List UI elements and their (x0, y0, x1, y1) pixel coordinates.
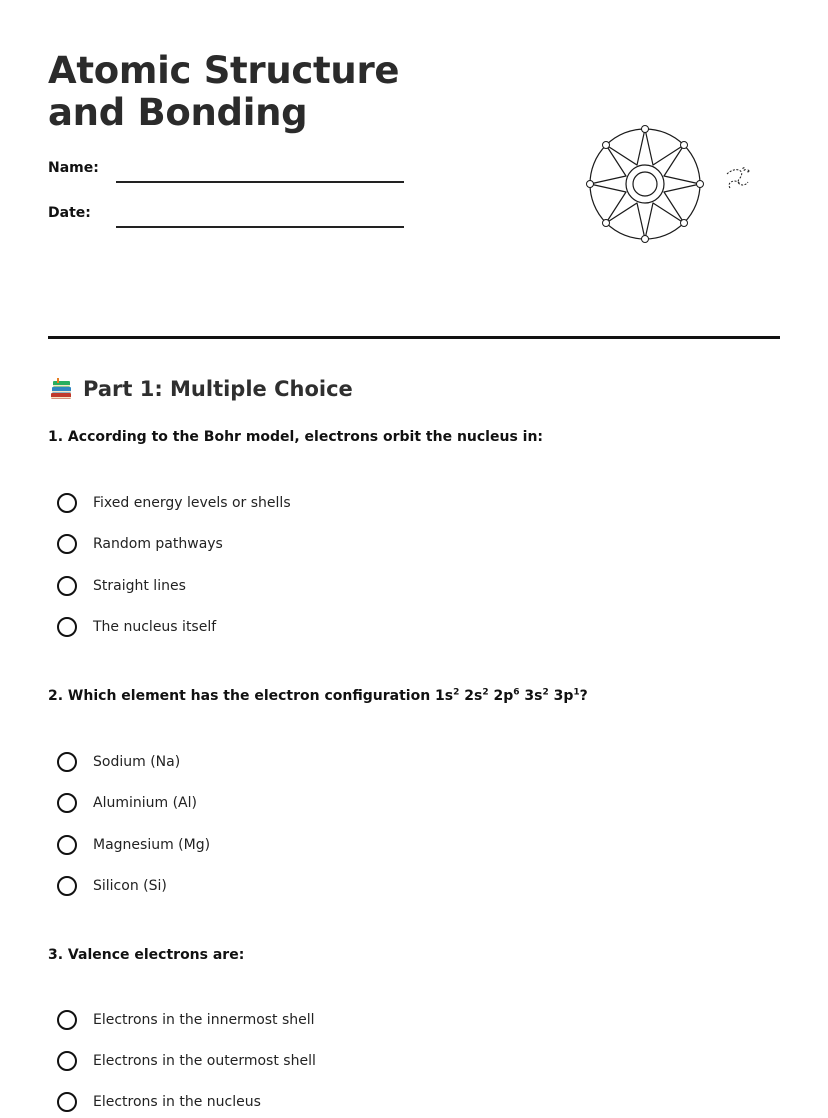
option-label: Magnesium (Mg) (93, 837, 211, 853)
radio-button[interactable] (57, 1051, 77, 1071)
option-label: Electrons in the nucleus (93, 1094, 261, 1110)
part1-heading (48, 374, 353, 404)
option-label: Sodium (Na) (93, 754, 181, 770)
question-2-suffix: ? (579, 688, 588, 704)
question-3: 3. Valence electrons are: (48, 947, 245, 963)
q2-option-3[interactable] (57, 832, 210, 858)
name-field (48, 160, 408, 190)
radio-button[interactable] (57, 617, 77, 637)
radio-button[interactable] (57, 1092, 77, 1112)
electron-icon (642, 126, 649, 133)
electron-icon (603, 220, 610, 227)
electron-icon (697, 181, 704, 188)
radio-button[interactable] (57, 534, 77, 554)
radio-button[interactable] (57, 493, 77, 513)
q2-option-2[interactable] (57, 790, 197, 816)
q1-option-1[interactable] (57, 490, 291, 516)
q1-option-4[interactable] (57, 614, 216, 640)
part1-title: Part 1: Multiple Choice (83, 377, 353, 401)
nucleus-icon (633, 172, 657, 196)
config-term-4: $3s^2$ (524, 687, 549, 704)
radio-button[interactable] (57, 1010, 77, 1030)
question-2-prefix: 2. Which element has the electron configuration (48, 688, 436, 704)
books-icon (48, 376, 74, 402)
config-term-2: $2s^2$ (464, 687, 489, 704)
option-label: The nucleus itself (93, 619, 217, 635)
radio-button[interactable] (57, 793, 77, 813)
radio-button[interactable] (57, 752, 77, 772)
q3-option-1[interactable] (57, 1007, 315, 1033)
option-label: Straight lines (93, 578, 186, 594)
option-label: Fixed energy levels or shells (93, 495, 291, 511)
radio-button[interactable] (57, 576, 77, 596)
electron-icon (681, 220, 688, 227)
section-divider (48, 336, 780, 339)
option-label: Random pathways (93, 536, 223, 552)
name-blank-line[interactable] (116, 181, 404, 183)
electron-icon (681, 142, 688, 149)
option-label: Aluminium (Al) (93, 795, 197, 811)
worksheet-title: Atomic Structure and Bonding (48, 49, 400, 134)
q1-option-2[interactable] (57, 531, 223, 557)
option-label: Electrons in the outermost shell (93, 1053, 316, 1069)
swirl-icon (727, 168, 749, 188)
electron-icon (603, 142, 610, 149)
q2-option-1[interactable] (57, 749, 180, 775)
inner-orbit-icon (626, 165, 664, 203)
q2-option-4[interactable] (57, 873, 167, 899)
date-blank-line[interactable] (116, 226, 404, 228)
radio-button[interactable] (57, 876, 77, 896)
question-1: 1. According to the Bohr model, electrons orbit the nucleus in: (48, 429, 544, 445)
date-field (48, 205, 408, 235)
config-term-3: $2p^6$ (493, 687, 520, 704)
atom-illustration (580, 122, 760, 246)
radio-button[interactable] (57, 835, 77, 855)
option-label: Silicon (Si) (93, 878, 167, 894)
config-term-1: $1s^2$ (435, 687, 460, 704)
q3-option-2[interactable] (57, 1048, 316, 1074)
question-2 (48, 688, 788, 704)
date-label: Date: (48, 205, 91, 221)
name-label: Name: (48, 160, 99, 176)
config-term-5: $3p^1$ (553, 687, 580, 704)
electron-icon (587, 181, 594, 188)
q3-option-3[interactable] (57, 1089, 261, 1115)
option-label: Electrons in the innermost shell (93, 1012, 315, 1028)
q1-option-3[interactable] (57, 573, 186, 599)
electron-icon (642, 236, 649, 243)
